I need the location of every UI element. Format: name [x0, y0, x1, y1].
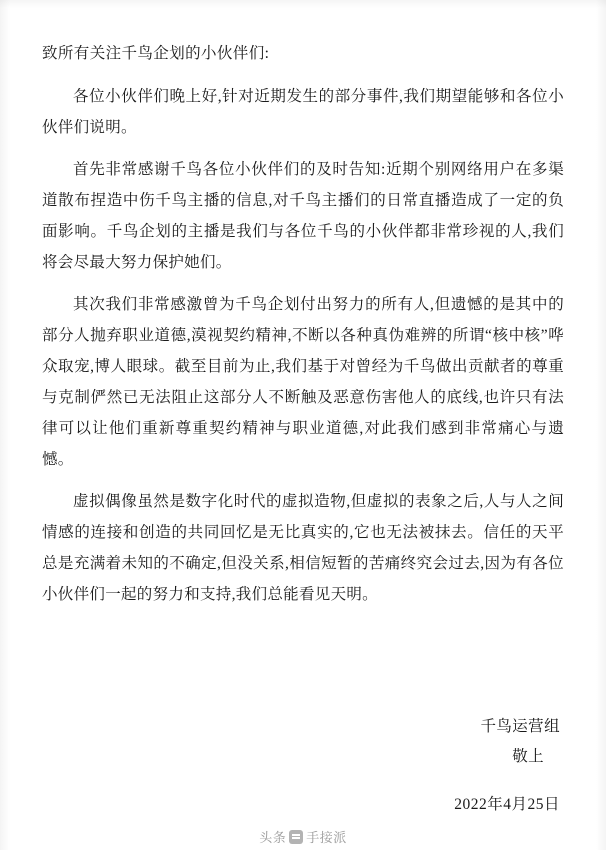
- date-year-unit: 年: [487, 796, 504, 813]
- paragraph-2: 首先非常感谢千鸟各位小伙伴们的及时告知:近期个别网络用户在多渠道散布捏造中伤千鸟主播的信息,对千鸟主播们的日常直播造成了一定的负面影响。千鸟企划的主播是我们与各位千鸟的小伙伴都非常珍视的人,我们将会尽最大努力保护她们。: [42, 160, 564, 271]
- watermark-suffix: 手接派: [306, 830, 347, 845]
- date-day: 25: [527, 796, 544, 813]
- signature-respect: 敬上: [512, 748, 544, 766]
- paragraph-3: 其次我们非常感激曾为千鸟企划付出努力的所有人,但遗憾的是其中的部分人抛弃职业道德,漠视契约精神,不断以各种真伪难辨的所谓“核中核”哗众取宠,博人眼球。截至目前为止,我们基于对曾经为千鸟做出贡献者的尊重与克制俨然已无法阻止这部分人不断触及恶意伤害他人的底线,也许只有法律可以让他们重新尊重契约精神与职业道德,对此我们感到非常痛心与遗憾。: [42, 295, 564, 468]
- date-month-unit: 月: [511, 796, 528, 813]
- signature-block: [480, 712, 560, 772]
- signature-organization: 千鸟运营组: [480, 718, 560, 735]
- document-date: [454, 792, 560, 814]
- date-month: 4: [503, 796, 512, 813]
- watermark-prefix: 头条: [259, 830, 287, 845]
- watermark: [0, 827, 606, 846]
- salutation-line: 致所有关注千鸟企划的小伙伴们:: [42, 45, 270, 62]
- date-year: 2022: [454, 796, 488, 813]
- date-day-unit: 日: [543, 796, 560, 813]
- paragraph-1: 各位小伙伴们晚上好,针对近期发生的部分事件,我们期望能够和各位小伙伴们说明。: [42, 87, 564, 136]
- paragraph-4: 虚拟偶像虽然是数字化时代的虚拟造物,但虚拟的表象之后,人与人之间情感的连接和创造的共同回忆是无比真实的,它也无法被抹去。信任的天平总是充满着未知的不确定,但没关系,相信短暂的苦痛终究会过去,因为有各位小伙伴们一起的努力和支持,我们总能看见天明。: [42, 492, 564, 603]
- app-logo-icon: [289, 830, 303, 844]
